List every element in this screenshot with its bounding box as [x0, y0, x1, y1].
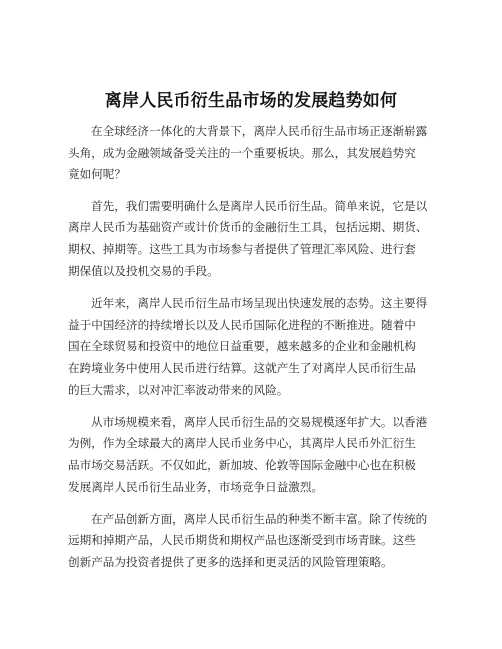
paragraph-5-line-1: 在产品创新方面，离岸人民币衍生品的种类不断丰富。除了传统的 [91, 512, 428, 526]
paragraph-1-line-3: 竟如何呢？ [68, 167, 126, 181]
paragraph-3-line-1: 近年来，离岸人民币衍生品市场呈现出快速发展的态势。这主要得 [91, 296, 428, 310]
page-title: 离岸人民币衍生品市场的发展趋势如何 [104, 91, 398, 111]
paragraph-2-line-4: 期保值以及投机交易的手段。 [68, 264, 219, 278]
paragraph-3-line-3: 国在全球贸易和投资中的地位日益重要，越来越多的企业和金融机构 [68, 339, 416, 353]
paragraph-1-line-2: 头角，成为金融领域备受关注的一个重要板块。那么，其发展趋势究 [68, 146, 416, 160]
paragraph-2-line-2: 离岸人民币为基础资产或计价货币的金融衍生工具，包括远期、期货、 [68, 220, 428, 234]
paragraph-4-line-2: 为例，作为全球最大的离岸人民币业务中心，其离岸人民币外汇衍生 [68, 436, 416, 450]
paragraph-3-line-4: 在跨境业务中使用人民币进行结算。这就产生了对离岸人民币衍生品 [68, 361, 416, 375]
paragraph-4-line-4: 发展离岸人民币衍生品业务，市场竞争日益激烈。 [68, 480, 324, 494]
paragraph-5-line-2: 远期和掉期产品，人民币期货和期权产品也逐渐受到市场青睐。这些 [68, 533, 416, 547]
paragraph-5-line-3: 创新产品为投资者提供了更多的选择和更灵活的风险管理策略。 [68, 555, 393, 569]
paragraph-4-line-3: 品市场交易活跃。不仅如此，新加坡、伦敦等国际金融中心也在积极 [68, 458, 416, 472]
paragraph-3-line-2: 益于中国经济的持续增长以及人民币国际化进程的不断推进。随着中 [68, 318, 416, 332]
paragraph-3-line-5: 的巨大需求，以对冲汇率波动带来的风险。 [68, 383, 289, 397]
paragraph-4-line-1: 从市场规模来看，离岸人民币衍生品的交易规模逐年扩大。以香港 [91, 415, 428, 429]
paragraph-2-line-1: 首先，我们需要明确什么是离岸人民币衍生品。简单来说，它是以 [91, 199, 428, 213]
paragraph-2-line-3: 期权、掉期等。这些工具为市场参与者提供了管理汇率风险、进行套 [68, 242, 416, 256]
paragraph-1-line-1: 在全球经济一体化的大背景下，离岸人民币衍生品市场正逐渐崭露 [91, 124, 428, 138]
